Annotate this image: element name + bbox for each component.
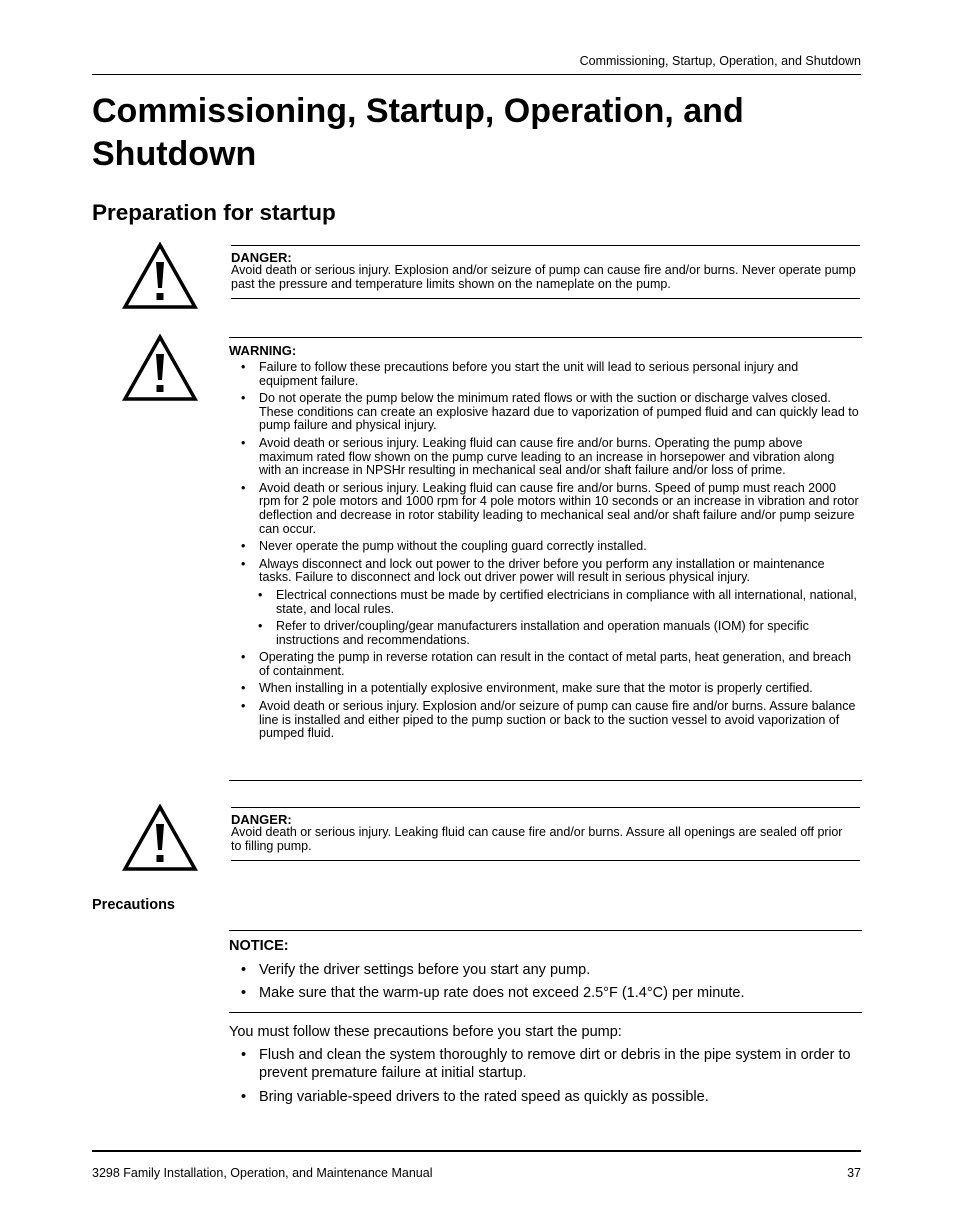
list-item: • Avoid death or serious injury. Explosion and/or seizure of pump can cause fire and/or burns. Assure balance line is installed and either piped to the pump suction or back to the suction vessel to avoid vaporization of pumped fluid. <box>259 700 859 741</box>
notice-bottom-rule <box>229 1012 862 1013</box>
notice-top-rule <box>229 930 862 931</box>
footer-manual-title: 3298 Family Installation, Operation, and Maintenance Manual <box>92 1166 433 1180</box>
danger2-top-rule <box>231 807 860 808</box>
page-number: 37 <box>847 1166 861 1180</box>
list-item: • Failure to follow these precautions before you start the unit will lead to serious personal injury and equipment failure. <box>259 361 859 388</box>
warning-triangle-icon <box>122 334 198 402</box>
list-item: • When installing in a potentially explosive environment, make sure that the motor is properly certified. <box>259 682 859 696</box>
list-item: • Avoid death or serious injury. Leaking fluid can cause fire and/or burns. Speed of pump must reach 2000 rpm for 2 pole motors and 1000 rpm for 4 pole motors within 10 seconds or an increase in vibration and rotor deflection and decrease in rotor stability leading to mechanical seal and/or shaft failure and/or pump seizure can occur. <box>259 482 859 536</box>
list-item: • Always disconnect and lock out power to the driver before you perform any installation or maintenance tasks. Failure to disconnect and lock out driver power will result in serious physical injury. <box>259 558 859 585</box>
warning-bottom-rule <box>229 780 862 781</box>
danger1-top-rule <box>231 245 860 246</box>
warning-triangle-icon <box>122 242 198 310</box>
list-item: • Avoid death or serious injury. Leaking fluid can cause fire and/or burns. Operating the pump above maximum rated flow shown on the pump curve leading to an increase in horsepower and vibration along with an increase in NPSHr resulting in mechanical seal and/or shaft failure and/or loss of prime. <box>259 437 859 478</box>
warning-list <box>259 361 859 741</box>
list-item: • Bring variable-speed drivers to the rated speed as quickly as possible. <box>259 1088 859 1106</box>
list-item: • Never operate the pump without the coupling guard correctly installed. <box>259 540 859 554</box>
page-title: Commissioning, Startup, Operation, and Shutdown <box>92 92 744 173</box>
danger1-text: Avoid death or serious injury. Explosion and/or seizure of pump can cause fire and/or burns. Never operate pump past the pressure and temperature limits shown on the nameplate on the pump. <box>231 263 856 291</box>
precautions-intro: You must follow these precautions before you start the pump: <box>229 1024 622 1040</box>
warning-top-rule <box>229 337 862 338</box>
list-item: • Verify the driver settings before you start any pump. <box>259 961 859 979</box>
danger1-bottom-rule <box>231 298 860 299</box>
danger2-label: DANGER: <box>231 812 292 827</box>
header-rule <box>92 74 861 75</box>
notice-list <box>259 961 859 1002</box>
footer-rule <box>92 1150 861 1152</box>
warning-triangle-icon <box>122 804 198 872</box>
danger2-text: Avoid death or serious injury. Leaking fluid can cause fire and/or burns. Assure all openings are sealed off prior to filling pump. <box>231 825 843 853</box>
list-item: • Flush and clean the system thoroughly to remove dirt or debris in the pipe system in order to prevent premature failure at initial startup. <box>259 1046 859 1082</box>
notice-label: NOTICE: <box>229 938 289 954</box>
section-title: Preparation for startup <box>92 200 336 225</box>
sub-list-item: • Electrical connections must be made by certified electricians in compliance with all international, national, state, and local rules. <box>276 589 859 616</box>
precautions-list <box>259 1046 859 1106</box>
precautions-heading: Precautions <box>92 897 175 913</box>
running-header: Commissioning, Startup, Operation, and Shutdown <box>579 54 861 68</box>
danger1-label: DANGER: <box>231 250 292 265</box>
danger2-bottom-rule <box>231 860 860 861</box>
list-item: • Do not operate the pump below the minimum rated flows or with the suction or discharge valves closed. These conditions can create an explosive hazard due to vaporization of pumped fluid and can quickly lead to pump failure and physical injury. <box>259 392 859 433</box>
list-item: • Make sure that the warm-up rate does not exceed 2.5°F (1.4°C) per minute. <box>259 984 859 1002</box>
sub-list-item: • Refer to driver/coupling/gear manufacturers installation and operation manuals (IOM) for specific instructions and recommendations. <box>276 620 859 647</box>
warning-label: WARNING: <box>229 343 297 358</box>
list-item: • Operating the pump in reverse rotation can result in the contact of metal parts, heat generation, and breach of containment. <box>259 651 859 678</box>
